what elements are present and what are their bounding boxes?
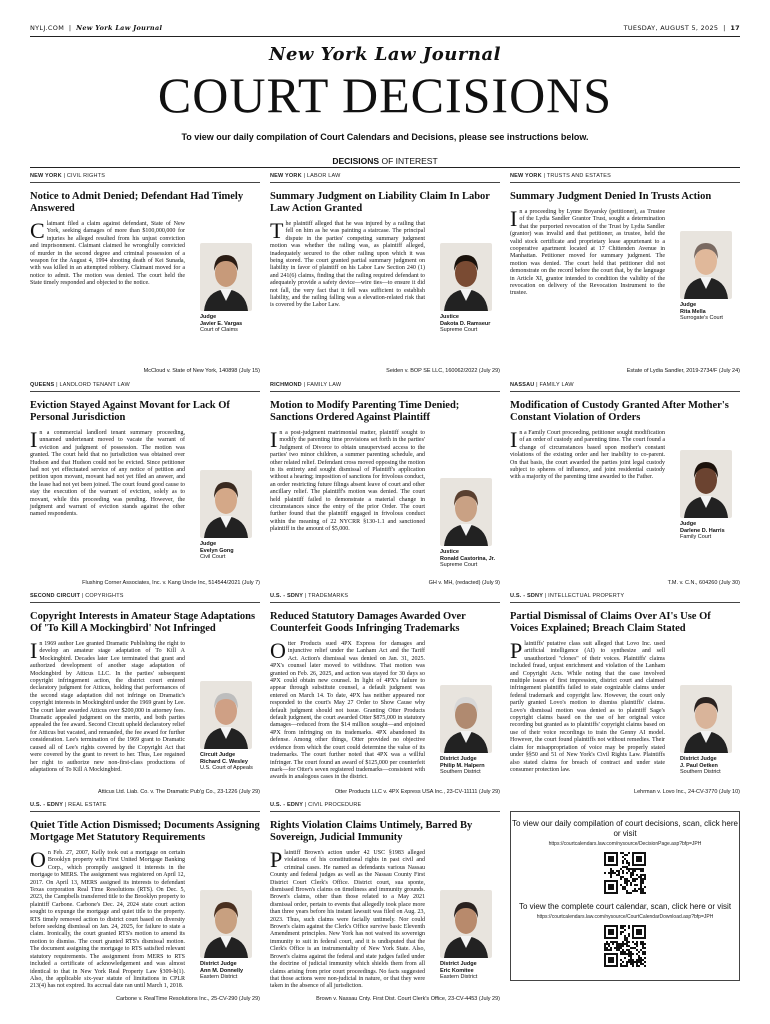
card-kicker-topic: | CIVIL RIGHTS (63, 173, 106, 179)
card-kicker-topic: | REAL ESTATE (64, 802, 107, 808)
judge-caption (200, 961, 260, 981)
card-kicker (510, 173, 740, 183)
case-citation[interactable]: Atticus Ltd. Liab. Co. v. The Dramatic Pub'g Co., 23-1226 (July 29) (98, 789, 260, 795)
judge-caption (680, 521, 740, 541)
judge-title: Justice (440, 549, 459, 555)
judge-court: Supreme Court (440, 327, 478, 333)
page-title: COURT DECISIONS (157, 67, 613, 123)
judge-photo-block (200, 890, 260, 981)
judge-court: Southern District (440, 769, 481, 775)
card-dropcap: I (30, 638, 38, 663)
card-body-wrap (510, 638, 740, 775)
card-kicker-topic: | FAMILY LAW (536, 382, 574, 388)
card-kicker (270, 382, 500, 392)
card-headline[interactable]: Notice to Admit Denied; Defendant Had Timely Answered (30, 191, 244, 214)
card-body-wrap (510, 427, 740, 540)
judge-title: Judge (200, 541, 217, 547)
card-body-text: n a proceeding by Lynne Boyarsky (petitioner), as Trustee of the Lydia Sandler Grantor Trust, sought a determination that the purported revocation of the Trust by Lydia Sandler (grantor) was invalid and that petitioner, as trustee, held the valid stock certificate and proprietary lease appurtenant to a cooperative apartment located at 17 Chittenden Avenue in Manhattan. Petitioner moved for summary judgment. The motion was denied. The court held that petitioner did not demonstrate on the record before the court that, by the language in Article XI, grantor intended to condition the validity of the revocation on delivery of the Revocation Instrument to the trustee. (510, 209, 665, 297)
judge-portrait-icon (680, 231, 732, 299)
card-kicker-topic: | COPYRIGHTS (81, 593, 124, 599)
judge-court: Family Court (680, 534, 712, 540)
qr-calendar-url[interactable]: https://courtcalendars.law.com/nysource/CourtCalendarDownload.asp?bfp=JPH (536, 914, 714, 920)
judge-title: District Judge (440, 756, 477, 762)
masthead-logo: New York Law Journal (269, 44, 501, 65)
judge-portrait-icon (200, 681, 252, 749)
judge-photo-block (680, 231, 740, 322)
judge-photo-block (680, 685, 740, 776)
case-citation[interactable]: Otter Products LLC v. 4PX Express USA Inc., 23-CV-11111 (July 29) (334, 789, 500, 795)
judge-photo (200, 890, 252, 958)
card-body-text: n a Family Court proceeding, petitioner sought modification of an order of custody and parenting time. The court found a change of circumstances based upon mother's constant violations of the existing order and her inability to co-parent. On that basis, the court awarded the parties joint legal custody subject to spheres of influence, and joint residential custody with a majority of the parenting time awarded to the Father. (510, 430, 665, 481)
judge-name: Evelyn Gong (200, 547, 234, 554)
judge-court: Civil Court (200, 554, 226, 560)
judge-portrait-icon (680, 450, 732, 518)
card-kicker-topic: | TRADEMARKS (304, 593, 349, 599)
card-kicker (510, 593, 740, 603)
judge-portrait-icon (680, 685, 732, 753)
judge-photo-block (440, 890, 500, 981)
judge-name: J. Paul Oetken (680, 762, 718, 769)
card-headline[interactable]: Modification of Custody Granted After Mother's Constant Violation of Orders (510, 400, 729, 423)
section-label-rest: OF INTEREST (381, 156, 438, 166)
card-kicker (30, 802, 260, 812)
card-headline[interactable]: Summary Judgment Denied In Trusts Action (510, 191, 712, 202)
judge-caption (440, 961, 500, 981)
card-body (30, 638, 185, 774)
card-body (30, 847, 185, 991)
page-number: 17 (730, 24, 740, 32)
issue-date: TUESDAY, AUGUST 5, 2025 (623, 24, 719, 32)
qr-calendar-text: To view the complete court calendar, scan, click here or visit (518, 902, 732, 911)
judge-name: Dakota D. Ramseur (440, 320, 491, 327)
card-dropcap: O (270, 638, 286, 663)
card-kicker-location: NEW YORK (510, 173, 542, 179)
judge-name: Richard C. Wesley (200, 758, 248, 765)
card-kicker-topic: | INTELLECTUAL PROPERTY (544, 593, 625, 599)
decision-card (510, 382, 740, 590)
card-kicker-location: NEW YORK (30, 173, 62, 179)
card-headline[interactable]: Rights Violation Claims Untimely, Barred By Sovereign, Judicial Immunity (270, 820, 473, 843)
card-kicker-location: QUEENS (30, 382, 55, 388)
card-dropcap: I (510, 427, 518, 452)
card-headline[interactable]: Reduced Statutory Damages Awarded Over Counterfeit Goods Infringing Trademarks (270, 611, 466, 634)
judge-name: Rita Mella (680, 308, 706, 315)
card-dropcap: C (30, 218, 45, 243)
top-rule (30, 36, 740, 37)
card-kicker-location: NASSAU (510, 382, 535, 388)
judge-photo-block (200, 470, 260, 561)
card-headline[interactable]: Summary Judgment on Liability Claim In Labor Law Action Granted (270, 191, 490, 214)
judge-portrait-icon (440, 243, 492, 311)
judge-portrait-icon (440, 890, 492, 958)
card-kicker (30, 593, 260, 603)
judge-name: Javier E. Vargas (200, 320, 243, 327)
judge-photo-block (440, 685, 500, 776)
card-body-wrap (30, 218, 260, 333)
card-body-wrap (270, 638, 500, 782)
judge-photo (680, 685, 732, 753)
judge-court: Southern District (680, 769, 721, 775)
card-body (270, 427, 425, 534)
judge-portrait-icon (440, 478, 492, 546)
card-body-text: n a commercial landlord tenant summary proceeding, unnamed undertenant moved to vacate the warrant of eviction and judgment of possession. The motion was granted. The court held that no jurisdiction was obtained over Hudson and that Hudson could not be evicted. Since petitioner had not yet effectuated service of any notice of petition and petition upon movant, movant had not yet filed an answer, and the lease had not yet been joined. The court found good cause to stay the execution of the warrant of eviction, solely as to movant, while this proceeding was pending. However, the judgment and warrant of eviction stands against the other named respondents. (30, 430, 185, 518)
case-citation[interactable]: McCloud v. State of New York, 140898 (July 15) (143, 368, 260, 374)
decision-card (510, 593, 740, 799)
judge-title: Judge (200, 314, 217, 320)
judge-name: Philip M. Halpern (440, 762, 485, 769)
judge-photo (440, 685, 492, 753)
judge-photo (200, 243, 252, 311)
section-label (0, 156, 770, 166)
judge-title: Judge (680, 521, 697, 527)
card-body (510, 206, 665, 298)
card-body-text: n 1969 author Lee granted Dramatic Publishing the right to develop an amateur stage adaptation of To Kill A Mockingbird. Decades later Lee terminated that grant and authorized development of another stage adaptation of Mockingbird by Atticus LLC. In the parties' subsequent copyright infringement action, the district court entered declaratory judgment for Atticus, holding that performances of the second stage adaptation did not infringe on Dramatic's copyright interests in Mockingbird under the 1969 grant by Lee. The court later awarded Atticus over $200,000 in attorney fees. Dramatic appealed judgment on the merits, and both parties appealed the fee award. Second Circuit upheld declaratory relief for Atticus but vacated, and remanded, the fee award for further consideration. Lee's termination of the 1969 grant to Dramatic caused all of Lee's rights covered by the Copyright Act that were covered by the grant to revert to her. Thus, Lee regained her right to authorize new non-first-class productions of adaptations of To Kill A Mockingbird. (30, 641, 185, 773)
decision-card (30, 593, 260, 799)
judge-title: Justice (440, 314, 459, 320)
decision-card (270, 802, 500, 1006)
decision-card (270, 173, 500, 378)
qr-code-decisions-icon[interactable] (604, 852, 646, 894)
card-kicker-topic: | FAMILY LAW (303, 382, 342, 388)
top-bar-left: NYLJ.COM | New York Law Journal (30, 24, 163, 32)
card-body-wrap (30, 638, 260, 774)
card-kicker-location: SECOND CIRCUIT (30, 593, 81, 599)
judge-portrait-icon (440, 685, 492, 753)
judge-photo-block (200, 243, 260, 334)
decision-card (30, 382, 260, 590)
judge-portrait-icon (200, 890, 252, 958)
judge-name: Ann M. Donnelly (200, 967, 244, 974)
card-kicker-location: U.S. - EDNY (30, 802, 64, 808)
case-citation[interactable]: Brown v. Nassau Cnty. First Dist. Court Clerk's Office, 23-CV-4453 (July 29) (316, 996, 500, 1002)
judge-caption (440, 756, 500, 776)
publication-name: New York Law Journal (76, 24, 163, 32)
decision-card (270, 593, 500, 799)
judge-court: U.S. Court of Appeals (200, 765, 253, 771)
card-kicker-topic: | LANDLORD TENANT LAW (56, 382, 130, 388)
card-kicker-topic: | TRUSTS AND ESTATES (543, 173, 611, 179)
section-rule (30, 167, 740, 168)
card-body-text: laimant filed a claim against defendant, State of New York, seeking damages of more than $100,000,000 for injuries he alleged resulted from his unjust conviction and imprisonment. Claimant claimed he wrongfully convicted of murder in the second degree and criminal possession of a weapon for the August 4, 1994 shooting death of Kei Sunada, with was killed in an attempted robbery. Claimant moved for a notice to admit. The motion was denied. The court held the State timely responded and objected to the notice. (30, 221, 185, 287)
card-body-wrap (30, 427, 260, 560)
judge-court: Eastern District (440, 974, 478, 980)
judge-photo (680, 231, 732, 299)
card-kicker (270, 593, 500, 603)
card-kicker-location: RICHMOND (270, 382, 302, 388)
card-headline[interactable]: Copyright Interests in Amateur Stage Adaptations Of 'To Kill A Mockingbird' Not Infringed (30, 611, 256, 634)
card-dropcap: I (510, 206, 518, 231)
judge-photo (200, 470, 252, 538)
card-dropcap: T (270, 218, 284, 243)
card-dropcap: P (510, 638, 523, 663)
judge-court: Supreme Court (440, 562, 478, 568)
decision-card (270, 382, 500, 590)
card-kicker-location: U.S. - SDNY (510, 593, 544, 599)
judge-photo-block (680, 450, 740, 541)
judge-title: District Judge (200, 961, 237, 967)
judge-portrait-icon (200, 243, 252, 311)
card-kicker (30, 382, 260, 392)
card-dropcap: O (30, 847, 46, 872)
card-kicker-topic: | CIVIL PROCEDURE (304, 802, 362, 808)
card-headline[interactable]: Motion to Modify Parenting Time Denied; Sanctions Ordered Against Plaintiff (270, 400, 460, 423)
judge-photo (440, 243, 492, 311)
judge-title: Circuit Judge (200, 752, 236, 758)
judge-photo-block (200, 681, 260, 772)
case-citation[interactable]: T.M. v. C.N., 604260 (July 30) (667, 580, 740, 586)
judge-court: Surrogate's Court (680, 315, 723, 321)
card-kicker (270, 173, 500, 183)
card-body (510, 427, 665, 482)
card-kicker (30, 173, 260, 183)
card-body-wrap (270, 847, 500, 991)
qr-decisions-text: To view our daily compilation of court decisions, scan, click here or visit (512, 819, 738, 838)
card-headline[interactable]: Quiet Title Action Dismissed; Documents Assigning Mortgage Met Statutory Requirements (30, 820, 260, 843)
card-body-wrap (270, 218, 500, 333)
card-dropcap: I (270, 427, 278, 452)
card-body-text: n Feb. 27, 2007, Kelly took out a mortgage on certain Brooklyn property with First United Mortgage Banking Corp., which promptly assigned it interests in the mortgage to MERS. The assignment was registered on April 12, 2017. On April 13, MERS assigned its interests to defendant Texas corporation Real Time Resolutions (RTS). On Dec. 5, 2023, the Campbells transferred title to the Brooklyn property to plaintiff Carbone. Carbone's Dec. 24, 2024 state court action sought to expunge the mortgage and quiet title to the property. RTS timely removed action to district court based on diversity before seeking dismissal on Jan. 24, 2025, for failure to state a claim. Ironically, the court granted RTS's motion to amend its motion to dismiss. The court granted RTS's dismissal motion. The document assigning the mortgage to RTS satisfied relevant statutory requirements. The assignment from MERS to RTS included a certificate of acknowledgement and was almost identical to that in New York Real Property Law §309-b(1). Also, the applicable six-year statute of limitations in CPLR 213(4) has not expired. Its accrual date ran until March 1, 2018. (30, 850, 185, 990)
top-bar (30, 22, 740, 34)
card-body (510, 638, 665, 774)
judge-photo (200, 681, 252, 749)
top-bar-right: TUESDAY, AUGUST 5, 2025 | 17 (623, 24, 740, 32)
card-body-wrap (30, 847, 260, 991)
card-body-text: tter Products sued 4PX Express for damages and injunctive relief under the Lanham Act and the Tariff Act. Action's dismissal was denied on Jan. 31, 2025. 4PX's counsel later moved to withdraw. That motion was granted on Feb. 26, 2025, and action was stayed for 30 days so 4PX could obtain new counsel. In light of 4PX's failure to appear through substitute counsel, a default judgment was entered on March 14. To date, 4PX has neither appeared nor responded to the court's May 27 Order to Show Cause why default judgment should not issue. Granting Otter Products default judgment, the court awarded Otter $875,000 in statutory damages—reduced from the $14 million sought—and enjoined 4PX from infringing on its trademarks. 4PX abandoned its defense. Among other things, Otter provided no objective evidence from which the court could determine the value of its trademarks. The court further noted that 4PX was a willful infringer. The court found an award of $125,000 per counterfeit mark—for Otter's seven registered trademarks—consistent with awards in analogous cases in the district. (270, 641, 425, 781)
card-kicker-location: U.S. - EDNY (270, 802, 304, 808)
judge-name: Darlene D. Harris (680, 527, 725, 534)
judge-title: District Judge (680, 756, 717, 762)
card-body (30, 427, 185, 519)
card-body-text: he plaintiff alleged that he was injured by a railing that fell on him as he was painting a staircase. The principal dispute in the parties' competing summary judgment motion was whether the railing was, as plaintiff alleged, inadequately secured to the other railing upon which it was being stored. The court granted partial summary judgment on liability in favor of plaintiff on his Labor Law Section 240 (1) and 241(6) claims, finding that the railing required defendant to adequately provide a safety device—wire ties—to ensure it did not fall, the very fact that it fell was sufficient to establish liability, and the railing falling was a elevation-related risk that is covered by the Labor Law. (270, 221, 425, 309)
card-body-text: n a post-judgment matrimonial matter, plaintiff sought to modify the parenting time provisions set forth in the parties' Judgment of Divorce to obtain unsupervised access to the parties' two minor children, a summer parenting schedule, and other related relief. Defendant cross moved opposing the motion in its entirety and sought dismissal of Plaintiff's application without a hearing; imposition of sanctions for frivolous conduct, an order restricting future filings absent leave of court and other ancillary relief. The plaintiff's motion was denied. The court held plaintiff failed to demonstrate a material change in circumstances since the entry of the prior Order. The court further found that the plaintiff engaged in frivolous conduct within the meaning of 22 NYCRR §130-1.1 and sanctioned plaintiff in the amount of $5,000. (270, 430, 425, 533)
judge-court: Eastern District (200, 974, 238, 980)
card-kicker (270, 802, 500, 812)
case-citation[interactable]: Carbone v. RealTime Resolutions Inc., 25-CV-290 (July 29) (116, 996, 260, 1002)
site-name[interactable]: NYLJ.COM (30, 24, 65, 32)
decision-card (30, 802, 260, 1006)
judge-name: Ronald Castorina, Jr. (440, 555, 496, 562)
judge-caption (680, 756, 740, 776)
card-kicker-location: NEW YORK (270, 173, 302, 179)
case-citation[interactable]: GH v. MH, (redacted) (July 9) (428, 580, 500, 586)
card-dropcap: P (270, 847, 283, 872)
card-body-wrap (270, 427, 500, 568)
judge-title: Judge (680, 302, 697, 308)
judge-caption (200, 314, 260, 334)
judge-photo-block (440, 243, 500, 334)
qr-code-calendar-icon[interactable] (604, 925, 646, 967)
decision-card (30, 173, 260, 378)
judge-photo-block (440, 478, 500, 569)
judge-photo (440, 478, 492, 546)
case-citation[interactable]: Estate of Lydia Sandler, 2019-2734/F (July 24) (626, 368, 740, 374)
judge-court: Court of Claims (200, 327, 238, 333)
card-body (270, 218, 425, 310)
judge-caption (440, 314, 500, 334)
judge-caption (200, 541, 260, 561)
card-body (30, 218, 185, 288)
judge-caption (680, 302, 740, 322)
decision-card (510, 173, 740, 378)
qr-info-box (510, 811, 740, 981)
card-body-wrap (510, 206, 740, 321)
card-kicker (510, 382, 740, 392)
case-citation[interactable]: Flushing Corner Associates, Inc. v. Kang Uncle Inc, 514544/2021 (July 7) (82, 580, 260, 586)
card-body-text: laintiffs' putative class suit alleged that Lovo Inc. used artificial intelligence (AI) to synthesize and sell unauthorized "clones" of their voices. Plaintiffs' claims included fraud, unjust enrichment and violation of the Lanham and Copyright Acts. While noting that the case involved multiple issues of first impression, district court and claimed infringement plaintiffs failed to state cognizable claims under federal trademark and copyright law. However, the court only partly granted Lovo's motion to dismiss plaintiffs' claims. Lovo's dismissal motion was denied as to plaintiff Sage's copyright claims based on the use of her original voice recording but granted as to plaintiffs' copyright claims based on use of their voice recordings to train the Genny AI model. However, the court found plaintiffs not without remedies. Their claim for misappropriation of voice may be properly stated under §§50 and 51 of New York's Civil Rights Law. Plaintiffs also stated claims for breach of contract and under state consumer protection law. (510, 641, 665, 773)
section-label-bold: DECISIONS (332, 156, 380, 166)
card-headline[interactable]: Partial Dismissal of Claims Over AI's Use Of Voices Explained; Breach Claim Stated (510, 611, 711, 634)
judge-photo (680, 450, 732, 518)
card-headline[interactable]: Eviction Stayed Against Movant for Lack Of Personal Jurisdiction (30, 400, 230, 423)
judge-name: Eric Komitee (440, 967, 474, 974)
judge-caption (440, 549, 500, 569)
card-body (270, 847, 425, 991)
judge-caption (200, 752, 260, 772)
case-citation[interactable]: Seiden v. BOP SE LLC, 160062/2022 (July 29) (386, 368, 500, 374)
judge-photo (440, 890, 492, 958)
card-body (270, 638, 425, 782)
case-citation[interactable]: Lehrman v. Lovo Inc., 24-CV-3770 (July 10) (634, 789, 740, 795)
card-kicker-topic: | LABOR LAW (303, 173, 341, 179)
card-body-text: laintiff Brown's action under 42 USC §1983 alleged violations of his constitutional rights in past civil and criminal cases. He named as defendants various Nassau County and federal judges as well as the Nassau County First District Court Clerk's Office. District court, sua sponte, dismissed Brown's claims on timeliness and immunity grounds. Brown's claims, other than those related to a May 2021 dismissal order, pertain to events that allegedly took place more than three years before his instant lawsuit was filed on Aug. 23, 2023. Thus, such claims were facially untimely. Nor could Brown's claim against the Clerk's Office survive basic Eleventh Amendment principles. New York has not waived its sovereign immunity to suit in federal court, and it is undisputed that the Clerk's Office is an instrumentality of New York State. Also, Brown's claims against the federal and state judges failed under the doctrine of judicial immunity which shields them from all claims arising from prior court proceedings. No facts suggested that those actions were non-judicial in nature, or that they were taken in the absence of all jurisdiction. (270, 850, 425, 990)
judge-title: District Judge (440, 961, 477, 967)
page-subtitle: To view our daily compilation of Court Calendars and Decisions, please see instructions below. (181, 132, 589, 142)
card-kicker-location: U.S. - SDNY (270, 593, 304, 599)
card-dropcap: I (30, 427, 38, 452)
judge-portrait-icon (200, 470, 252, 538)
qr-decisions-url[interactable]: https://courtcalendars.law.com/nysource/DecisionPage.asp?bfp=JPH (548, 841, 702, 847)
